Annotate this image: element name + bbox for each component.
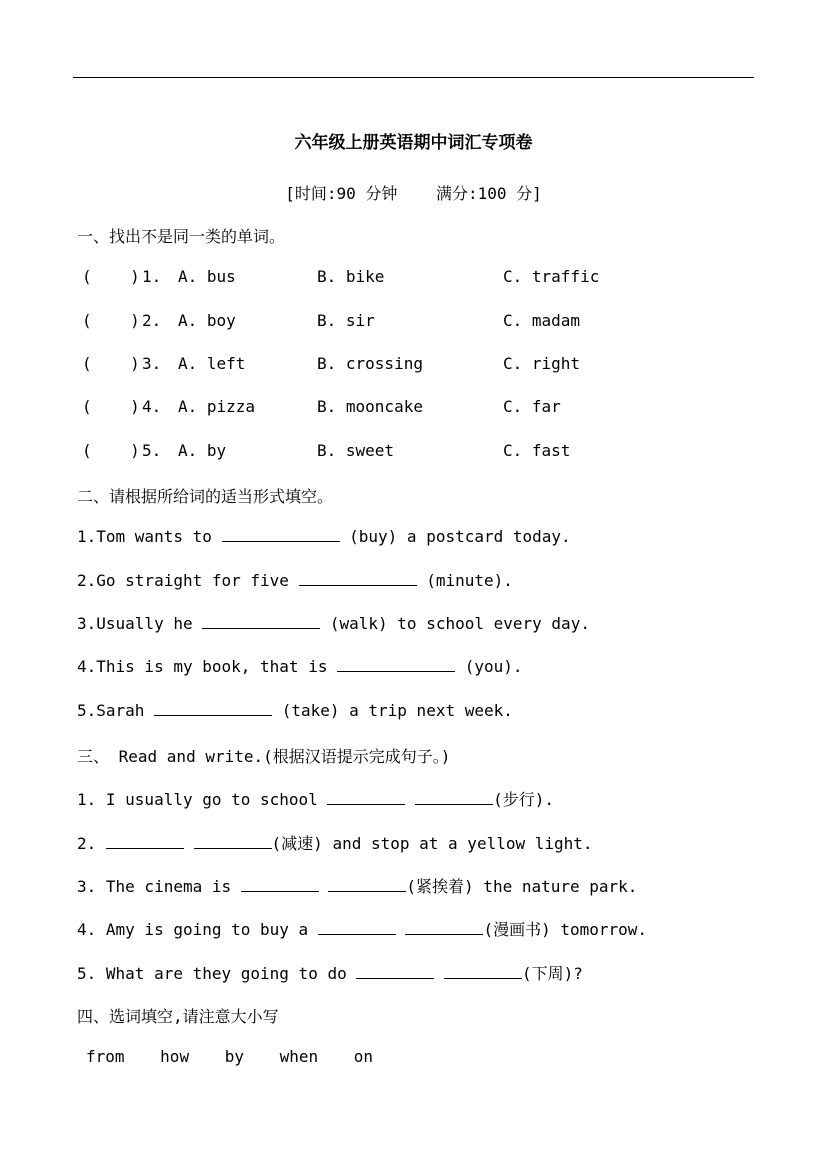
translate-sentence xyxy=(77,961,583,984)
answer-blank[interactable] xyxy=(299,571,417,586)
answer-paren[interactable]: ( ) xyxy=(82,354,140,373)
sentence-end: (walk) to school every day. xyxy=(320,614,590,633)
sentence-end: (minute). xyxy=(416,571,513,590)
fill-sentence xyxy=(77,657,523,676)
option-b: B. sir xyxy=(317,311,375,330)
word-bank-item: when xyxy=(279,1047,319,1066)
answer-blank[interactable] xyxy=(202,614,320,629)
translate-sentence xyxy=(77,831,593,854)
answer-blank[interactable] xyxy=(241,877,319,892)
option-c: C. madam xyxy=(503,311,581,330)
word-bank-item: on xyxy=(353,1047,374,1066)
word-bank-item: from xyxy=(86,1047,125,1066)
fill-sentence xyxy=(77,701,513,720)
sentence-start: 5.Sarah xyxy=(77,701,155,720)
sentence-end: (buy) a postcard today. xyxy=(339,527,571,546)
page-title: 六年级上册英语期中词汇专项卷 xyxy=(294,133,533,153)
header-rule xyxy=(73,77,754,78)
translate-sentence xyxy=(77,917,647,940)
choice-row xyxy=(82,397,782,419)
fill-sentence xyxy=(77,527,571,546)
answer-blank[interactable] xyxy=(444,964,522,979)
sentence-start: 3. The cinema is xyxy=(77,877,241,896)
answer-blank[interactable] xyxy=(356,964,434,979)
sentence-start: 4.This is my book, that is xyxy=(77,657,338,676)
option-b: B. sweet xyxy=(317,441,395,460)
sentence-end: (减速) and stop at a yellow light. xyxy=(271,834,593,853)
item-number: 4. xyxy=(142,397,162,416)
option-b: B. mooncake xyxy=(317,397,423,416)
fill-sentence xyxy=(77,614,590,633)
answer-paren[interactable]: ( ) xyxy=(82,311,140,330)
answer-blank[interactable] xyxy=(318,920,396,935)
sentence-start: 1.Tom wants to xyxy=(77,527,222,546)
answer-blank[interactable] xyxy=(328,877,406,892)
fill-sentence xyxy=(77,571,513,590)
answer-blank[interactable] xyxy=(222,527,340,542)
sentence-end: (紧挨着) the nature park. xyxy=(406,877,638,896)
answer-blank[interactable] xyxy=(327,790,405,805)
item-number: 1. xyxy=(142,267,162,286)
option-a: A. bus xyxy=(178,267,236,286)
sentence-end: (步行). xyxy=(493,790,554,809)
answer-blank[interactable] xyxy=(106,834,184,849)
answer-paren[interactable]: ( ) xyxy=(82,397,140,416)
sentence-start: 1. I usually go to school xyxy=(77,790,328,809)
choice-row xyxy=(82,441,782,463)
sentence-start: 5. What are they going to do xyxy=(77,964,357,983)
item-number: 5. xyxy=(142,441,162,460)
option-c: C. right xyxy=(503,354,581,373)
sentence-end: (下周)? xyxy=(522,964,583,983)
sentence-end: (take) a trip next week. xyxy=(272,701,513,720)
item-number: 2. xyxy=(142,311,162,330)
section4-heading: 四、选词填空,请注意大小写 xyxy=(77,1007,279,1026)
sentence-start: 2.Go straight for five xyxy=(77,571,299,590)
answer-paren[interactable]: ( ) xyxy=(82,267,140,286)
sentence-end: (漫画书) tomorrow. xyxy=(483,920,648,939)
option-a: A. boy xyxy=(178,311,236,330)
answer-blank[interactable] xyxy=(154,701,272,716)
answer-blank[interactable] xyxy=(415,790,493,805)
answer-blank[interactable] xyxy=(337,657,455,672)
sentence-start: 2. xyxy=(77,834,106,853)
sentence-end: (you). xyxy=(455,657,523,676)
option-a: A. pizza xyxy=(178,397,256,416)
option-a: A. left xyxy=(178,354,246,373)
sentence-start: 4. Amy is going to buy a xyxy=(77,920,318,939)
choice-row xyxy=(82,267,782,289)
answer-blank[interactable] xyxy=(194,834,272,849)
answer-blank[interactable] xyxy=(405,920,483,935)
section2-heading: 二、请根据所给词的适当形式填空。 xyxy=(77,487,334,506)
translate-sentence xyxy=(77,874,637,897)
item-number: 3. xyxy=(142,354,162,373)
sentence-start: 3.Usually he xyxy=(77,614,203,633)
word-bank-item: how xyxy=(160,1047,190,1066)
choice-row xyxy=(82,311,782,333)
choice-row xyxy=(82,354,782,376)
section1-heading: 一、找出不是同一类的单词。 xyxy=(77,227,286,246)
exam-meta: [时间:90 分钟 满分:100 分] xyxy=(285,184,542,203)
section3-heading: 三、 Read and write.(根据汉语提示完成句子。) xyxy=(77,747,451,766)
option-c: C. far xyxy=(503,397,561,416)
word-bank xyxy=(86,1047,399,1066)
option-b: B. bike xyxy=(317,267,385,286)
option-a: A. by xyxy=(178,441,227,460)
option-b: B. crossing xyxy=(317,354,423,373)
option-c: C. traffic xyxy=(503,267,600,286)
word-bank-item: by xyxy=(224,1047,244,1066)
translate-sentence xyxy=(77,787,554,810)
option-c: C. fast xyxy=(503,441,571,460)
answer-paren[interactable]: ( ) xyxy=(82,441,140,460)
